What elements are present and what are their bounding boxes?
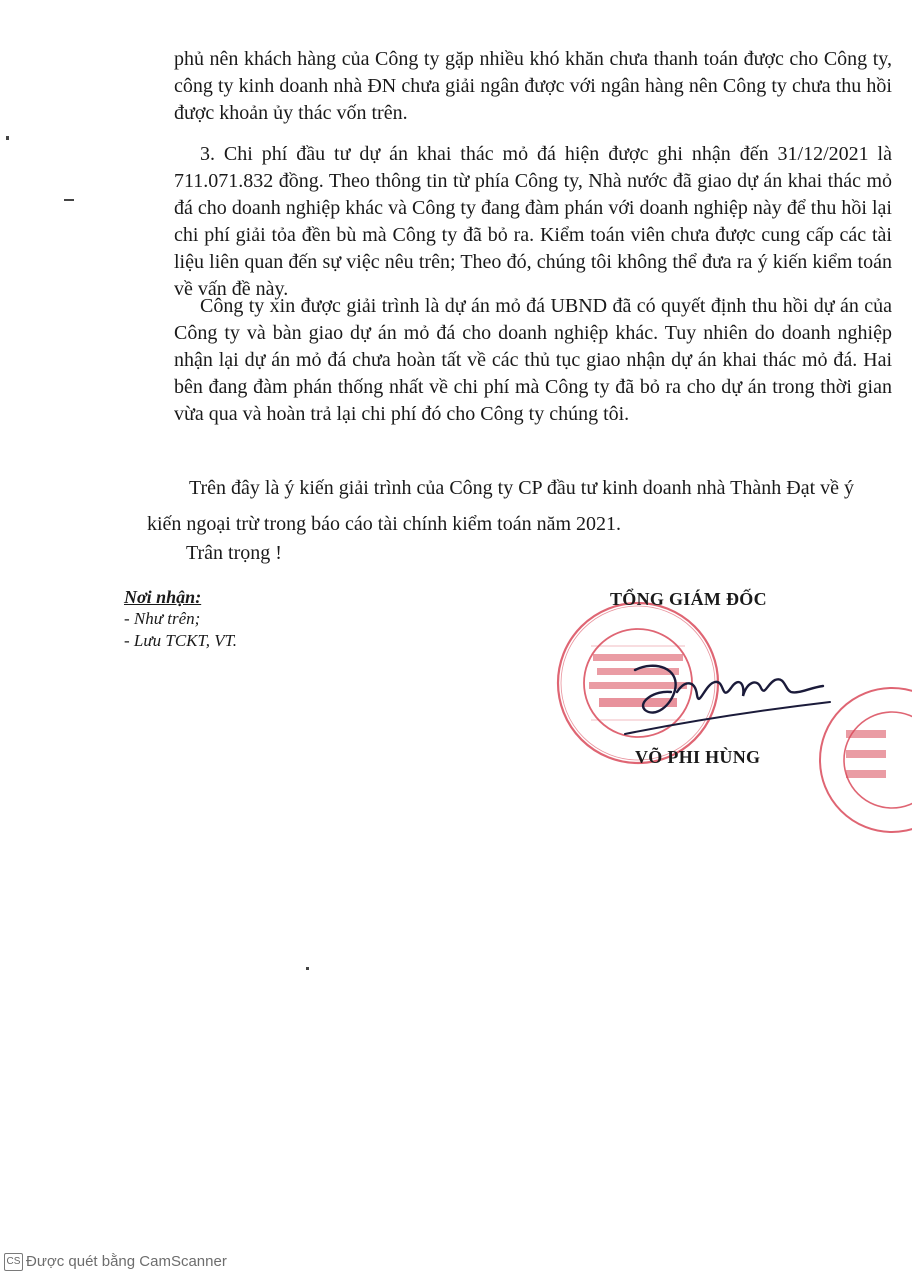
handwritten-signature — [585, 640, 835, 760]
scan-mark — [306, 967, 309, 970]
closing-greeting: Trân trọng ! — [186, 542, 282, 564]
paragraph-2: 3. Chi phí đầu tư dự án khai thác mỏ đá hiện được ghi nhận đến 31/12/2021 là 711.071.832 đồng. Theo thông tin từ phía Công ty, Nhà nước đã giao dự án khai thác mỏ đá cho doanh nghiệp khác và Công ty đang đàm phán với doanh nghiệp này để thu hồi lại chi phí giải tỏa đền bù mà Công ty đã bỏ ra. Kiểm toán viên chưa được cung cấp các tài liệu liên quan đến sự việc nêu trên; Theo đó, chúng tôi không thể đưa ra ý kiến kiểm toán về vấn đề này. — [174, 143, 892, 300]
recipient-item: - Như trên; — [124, 609, 201, 628]
scan-mark — [64, 199, 74, 201]
signer-title: TỔNG GIÁM ĐỐC — [610, 589, 767, 609]
recipients-heading: Nơi nhận: — [124, 587, 202, 607]
footer-text: Được quét bằng CamScanner — [26, 1253, 227, 1270]
scan-mark — [6, 136, 9, 140]
recipient-item: - Lưu TCKT, VT. — [124, 631, 238, 650]
paragraph-3: Công ty xin được giải trình là dự án mỏ đá UBND đã có quyết định thu hồi dự án của Công ty và bàn giao dự án mỏ đá cho doanh nghiệp khác. Tuy nhiên do doanh nghiệp nhận lại dự án mỏ đá chưa hoàn tất về các thủ tục giao nhận dự án khai thác mỏ đá. Hai bên đang đàm phán thống nhất về chi phí mà Công ty đã bỏ ra cho dự án trong thời gian vừa qua và hoàn trả lại chi phí đó cho Công ty chúng tôi. — [174, 295, 892, 425]
paragraph-conclusion: Trên đây là ý kiến giải trình của Công ty CP đầu tư kinh doanh nhà Thành Đạt về ý kiến ngoại trừ trong báo cáo tài chính kiểm toán năm 2021. — [147, 477, 854, 535]
paragraph-1: phủ nên khách hàng của Công ty gặp nhiều khó khăn chưa thanh toán được cho Công ty, công ty kinh doanh nhà ĐN chưa giải ngân được với ngân hàng nên Công ty chưa thu hồi được khoản ủy thác vốn trên. — [174, 48, 892, 124]
scanner-footer — [4, 1253, 227, 1271]
camscanner-logo-icon: CS — [4, 1253, 23, 1271]
recipients-block — [124, 586, 237, 652]
signer-name: VÕ PHI HÙNG — [635, 747, 761, 767]
